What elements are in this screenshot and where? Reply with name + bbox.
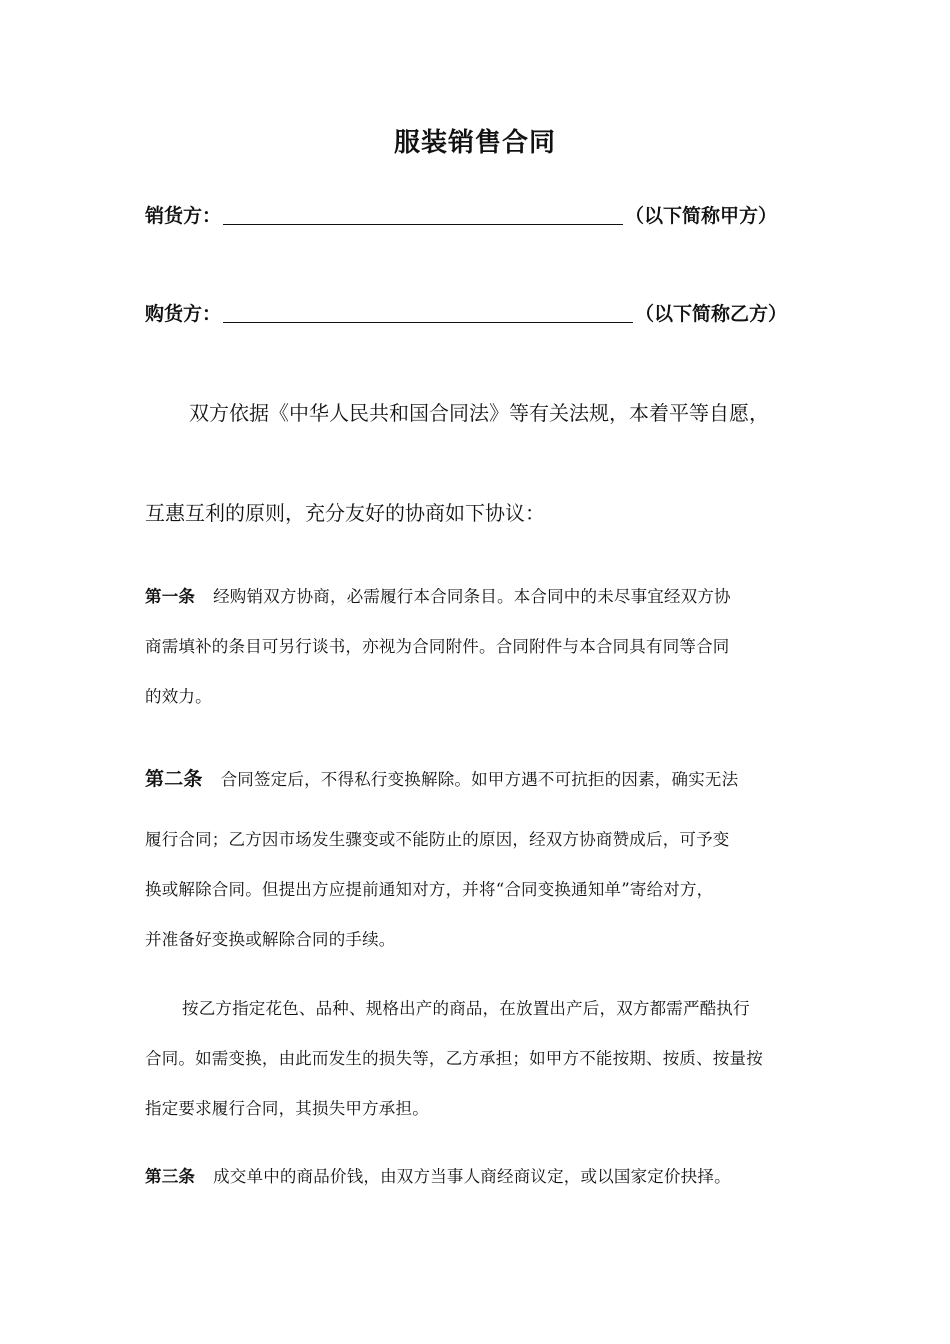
article3-line-1 — [145, 1163, 810, 1187]
article1-line-1 — [145, 583, 810, 607]
article2-line-3: 换或解除合同。但提出方应提前通知对方，并将“合同变换通知单”寄给对方， — [145, 880, 714, 899]
intro-line-1: 双方依据《中华人民共和国合同法》等有关法规，本着平等自愿， — [189, 401, 769, 425]
buyer-label: 购货方： — [145, 303, 222, 325]
article1-heading: 第一条 — [145, 587, 196, 606]
article2-heading: 第二条 — [145, 768, 203, 790]
article2-para2-line-2: 合同。如需变换，由此而发生的损失等，乙方承担；如甲方不能按期、按质、按量按 — [145, 1049, 763, 1068]
article1-text-1: 经购销双方协商，必需履行本合同条目。本合同中的未尽事宜经双方协 — [213, 587, 731, 606]
intro-line-2: 互惠互利的原则，充分友好的协商如下协议： — [145, 501, 545, 525]
buyer-suffix: （以下简称乙方） — [635, 303, 788, 325]
article1-line-2: 商需填补的条目可另行谈书，亦视为合同附件。合同附件与本合同具有同等合同 — [145, 637, 730, 656]
seller-line — [145, 198, 777, 228]
article2-para2-line-3: 指定要求履行合同，其损失甲方承担。 — [145, 1099, 429, 1118]
article1-line-3: 的效力。 — [145, 687, 212, 706]
article2-para2-line-1: 按乙方指定花色、品种、规格出产的商品，在放置出产后，双方都需严酷执行 — [182, 999, 750, 1018]
seller-label: 销货方： — [145, 205, 222, 227]
article3-heading: 第三条 — [145, 1167, 196, 1186]
buyer-line — [145, 296, 787, 326]
seller-name-blank[interactable] — [223, 202, 623, 225]
article2-line-4: 并准备好变换或解除合同的手续。 — [145, 930, 396, 949]
buyer-name-blank[interactable] — [223, 300, 633, 323]
article2-line-2: 履行合同；乙方因市场发生骤变或不能防止的原因，经双方协商赞成后，可予变 — [145, 830, 730, 849]
article2-text-1: 合同签定后，不得私行变换解除。如甲方遇不可抗拒的因素，确实无法 — [220, 770, 739, 789]
article2-line-1 — [145, 764, 810, 791]
article3-text-1: 成交单中的商品价钱，由双方当事人商经商议定，或以国家定价抉择。 — [213, 1167, 731, 1186]
seller-suffix: （以下简称甲方） — [625, 205, 778, 227]
page-title: 服装销售合同 — [393, 128, 556, 158]
